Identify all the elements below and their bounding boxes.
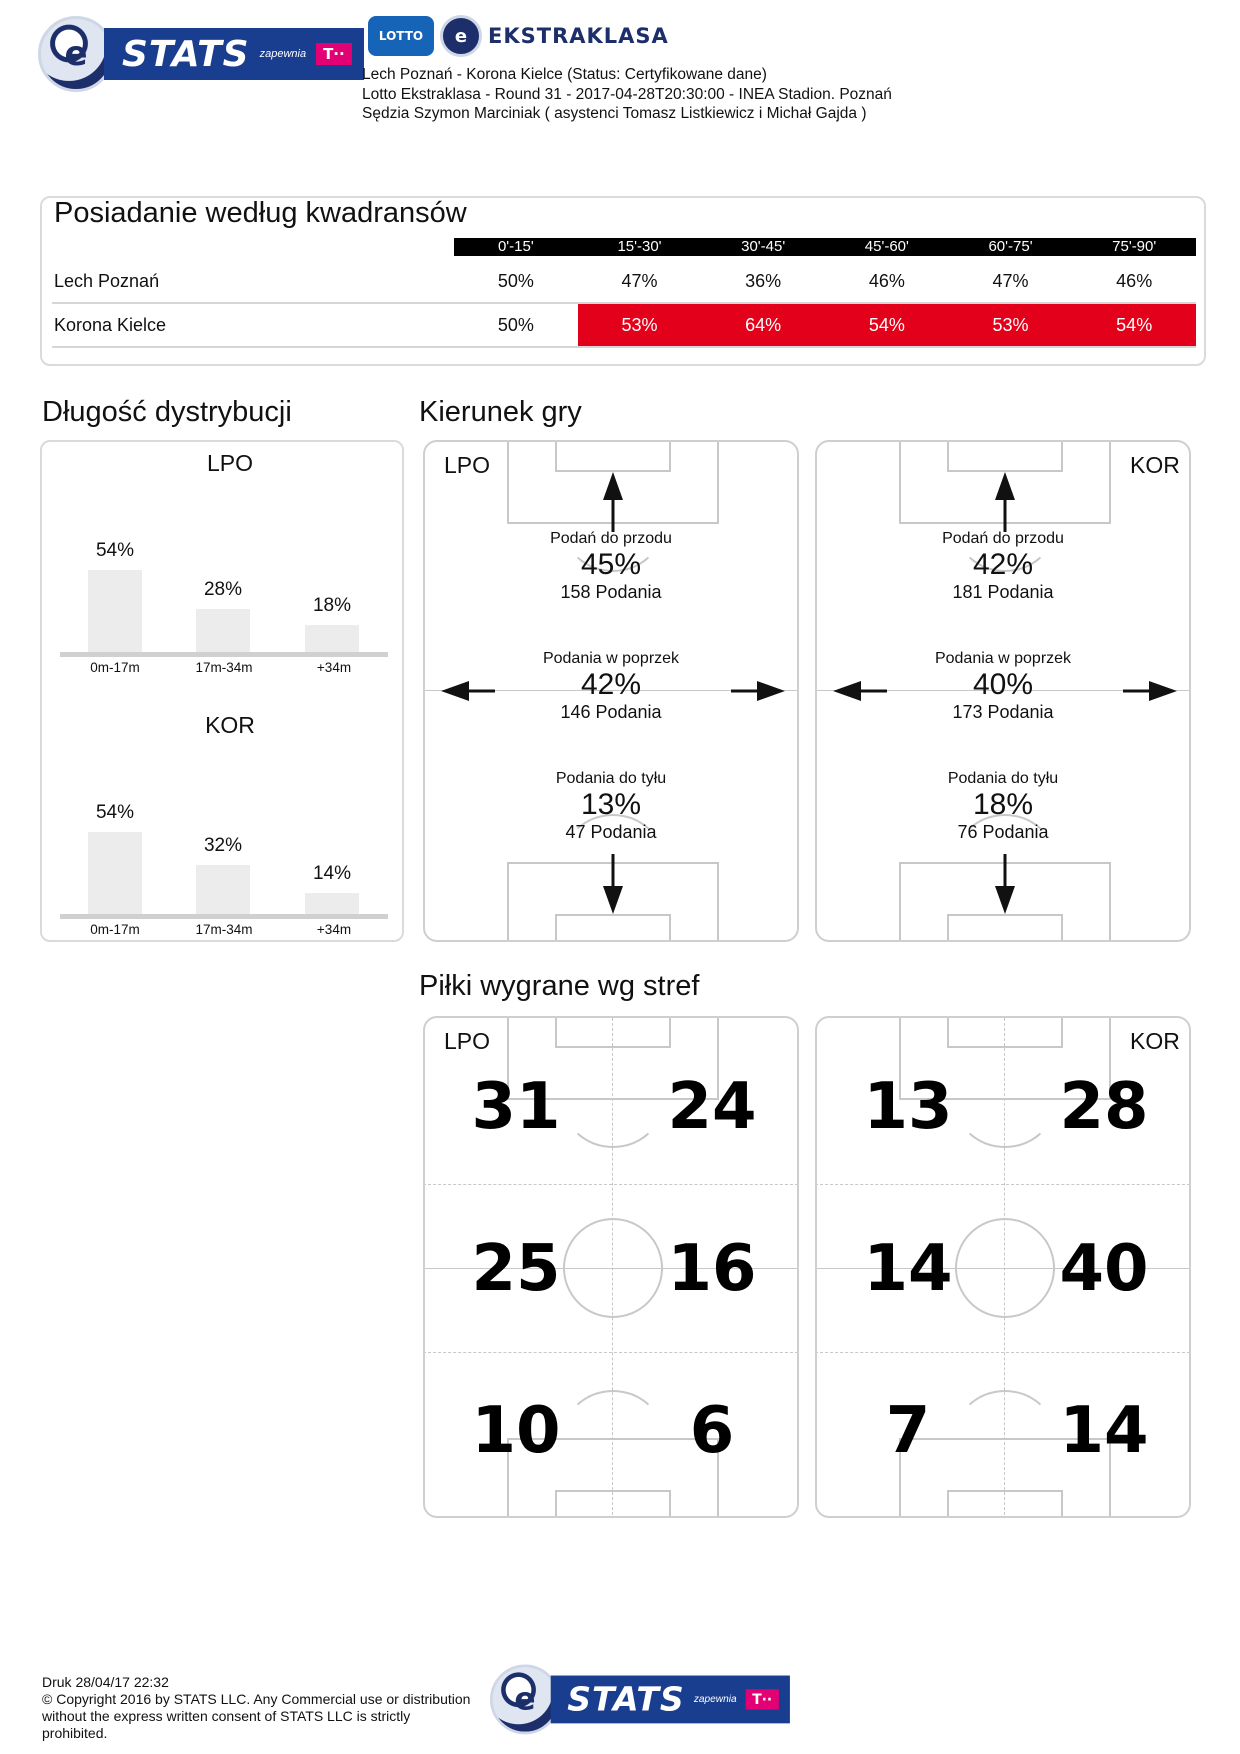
zone-value: 7	[885, 1394, 931, 1468]
back-label: Podania do tyłu	[947, 770, 1059, 787]
period-header: 15'-30'	[617, 238, 662, 255]
back-pct: 18%	[972, 788, 1034, 821]
possession-header	[454, 238, 1196, 256]
across-label: Podania w poprzek	[542, 650, 680, 667]
zone-value: 24	[667, 1070, 757, 1144]
possession-cell-highlight: 53%	[578, 304, 702, 346]
possession-title: Posiadanie według kwadransów	[54, 197, 467, 229]
back-passes-lpo	[481, 770, 741, 843]
back-passes-kor	[873, 770, 1133, 843]
zone-value: 25	[471, 1232, 561, 1306]
referee-line: Sędzia Szymon Marciniak ( asystenci Tomasz Listkiewicz i Michał Gajda )	[362, 105, 867, 122]
telekom-logo: T··	[316, 43, 352, 65]
forward-count: 158 Podania	[560, 582, 662, 602]
zone-divider	[423, 1352, 799, 1353]
period-header: 30'-45'	[741, 238, 786, 255]
zone-value: 28	[1059, 1070, 1149, 1144]
direction-title: Kierunek gry	[419, 396, 582, 428]
possession-cell: 46%	[868, 270, 905, 291]
possession-cell-highlight: 53%	[949, 304, 1073, 346]
stats-wordmark: STATS	[567, 1680, 685, 1719]
forward-pct: 45%	[580, 548, 642, 581]
possession-row-korona	[52, 304, 1196, 346]
team-tag-kor: KOR	[1130, 452, 1180, 478]
distribution-bar	[196, 609, 250, 652]
distribution-value-label: 28%	[203, 579, 243, 600]
team-label-lpo: LPO	[206, 450, 254, 476]
distribution-bar	[196, 865, 250, 914]
distribution-bar	[305, 625, 359, 652]
center-circle	[955, 1218, 1055, 1318]
stats-band	[551, 1676, 790, 1724]
arc-bottom	[563, 1390, 663, 1480]
x-axis-label: 17m-34m	[195, 922, 253, 937]
back-count: 76 Podania	[957, 822, 1049, 842]
across-passes-lpo	[481, 650, 741, 723]
possession-cell-highlight: 54%	[825, 304, 949, 346]
forward-pct: 42%	[972, 548, 1034, 581]
back-label: Podania do tyłu	[555, 770, 667, 787]
team-name: Lech Poznań	[54, 270, 160, 291]
stats-wordmark: STATS	[122, 33, 250, 75]
distribution-title: Długość dystrybucji	[42, 396, 292, 428]
possession-cell: 47%	[992, 270, 1029, 291]
arc-top	[955, 1058, 1055, 1148]
distribution-baseline	[60, 652, 388, 657]
x-axis-label: 0m-17m	[90, 660, 140, 675]
telekom-logo: T··	[746, 1689, 779, 1709]
team-label-kor: KOR	[205, 712, 255, 738]
back-count: 47 Podania	[565, 822, 657, 842]
distribution-value-label: 32%	[203, 835, 243, 856]
zone-divider	[815, 1184, 1191, 1185]
forward-passes-kor	[873, 530, 1133, 603]
across-count: 173 Podania	[952, 702, 1054, 722]
possession-row-lech	[52, 260, 1196, 302]
match-line: Lech Poznań - Korona Kielce (Status: Certyfikowane dane)	[362, 66, 767, 83]
goal-box-bottom	[947, 1490, 1063, 1518]
team-name: Korona Kielce	[54, 314, 167, 335]
ekstraklasa-ball-icon: e	[440, 15, 482, 57]
zone-value: 40	[1059, 1232, 1149, 1306]
zone-divider	[1004, 1018, 1005, 1518]
goal-box-bottom	[555, 1490, 671, 1518]
zone-divider	[423, 1184, 799, 1185]
stats-tagline: zapewnia	[693, 1693, 737, 1705]
lotto-ekstraklasa-logo	[368, 14, 669, 58]
team-tag-lpo: LPO	[444, 1028, 491, 1054]
period-header: 60'-75'	[988, 238, 1033, 255]
zone-value: 14	[1059, 1394, 1149, 1468]
goal-box-top	[555, 1016, 671, 1048]
match-info	[362, 65, 892, 124]
possession-cell: 36%	[745, 270, 782, 291]
possession-cell: 46%	[1116, 270, 1153, 291]
goal-box-top	[947, 1016, 1063, 1048]
possession-cell: 50%	[497, 314, 534, 335]
x-axis-label: +34m	[316, 660, 352, 675]
across-count: 146 Podania	[560, 702, 662, 722]
arc-bottom	[955, 1390, 1055, 1480]
x-axis-label: 0m-17m	[90, 922, 140, 937]
distribution-bar	[305, 893, 359, 914]
ekstraklasa-wordmark: EKSTRAKLASA	[488, 24, 669, 48]
footer-text	[42, 1674, 472, 1742]
zones-title: Piłki wygrane wg stref	[419, 970, 700, 1002]
zone-value: 10	[471, 1394, 561, 1468]
zone-value: 14	[863, 1232, 953, 1306]
x-axis-label: 17m-34m	[195, 660, 253, 675]
forward-label: Podań do przodu	[942, 530, 1064, 547]
zone-value: 16	[667, 1232, 757, 1306]
distribution-value-label: 54%	[95, 540, 135, 561]
forward-label: Podań do przodu	[550, 530, 672, 547]
team-tag-lpo: LPO	[444, 452, 491, 478]
across-label: Podania w poprzek	[934, 650, 1072, 667]
across-pct: 40%	[972, 668, 1034, 701]
possession-cell: 50%	[497, 270, 534, 291]
stats-band	[104, 28, 364, 80]
zone-divider	[612, 1018, 613, 1518]
across-passes-kor	[873, 650, 1133, 723]
zone-value: 13	[863, 1070, 953, 1144]
row-divider	[52, 346, 1196, 348]
distribution-baseline	[60, 914, 388, 919]
team-tag-kor: KOR	[1130, 1028, 1180, 1054]
arc-top	[563, 1058, 663, 1148]
stats-tagline: zapewnia	[259, 48, 307, 60]
x-axis-label: +34m	[316, 922, 352, 937]
print-date: Druk 28/04/17 22:32	[42, 1674, 169, 1690]
center-circle	[563, 1218, 663, 1318]
stats-logo	[38, 22, 364, 86]
back-pct: 13%	[580, 788, 642, 821]
copyright: © Copyright 2016 by STATS LLC. Any Commercial use or distribution without the express written consent of STATS LLC is strictly prohibited.	[42, 1691, 471, 1741]
ekstraklasa-ball-icon: e	[490, 1664, 560, 1734]
distribution-value-label: 54%	[95, 802, 135, 823]
lotto-badge: LOTTO	[368, 16, 434, 56]
distribution-bar	[88, 832, 142, 914]
zone-value: 6	[689, 1394, 735, 1468]
forward-passes-lpo	[481, 530, 741, 603]
distribution-value-label: 18%	[312, 595, 352, 616]
possession-cell-highlight: 64%	[701, 304, 825, 346]
possession-cell-highlight: 54%	[1072, 304, 1196, 346]
distribution-value-label: 14%	[312, 863, 352, 884]
across-pct: 42%	[580, 668, 642, 701]
zone-value: 31	[471, 1070, 561, 1144]
competition-line: Lotto Ekstraklasa - Round 31 - 2017-04-28T20:30:00 - INEA Stadion. Poznań	[362, 85, 892, 103]
period-header: 75'-90'	[1112, 238, 1157, 255]
period-header: 45'-60'	[864, 238, 909, 255]
distribution-bar	[88, 570, 142, 652]
possession-cell: 47%	[621, 270, 658, 291]
forward-count: 181 Podania	[952, 582, 1054, 602]
ekstraklasa-ball-icon: e	[38, 16, 114, 92]
stats-logo-footer	[490, 1670, 790, 1729]
zone-divider	[815, 1352, 1191, 1353]
period-header: 0'-15'	[497, 238, 534, 255]
